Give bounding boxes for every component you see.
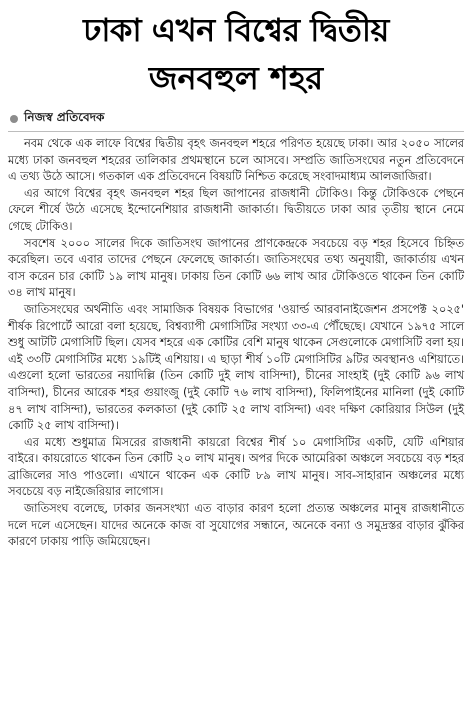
paragraph-4: জাতিসংঘের অর্থনীতি এবং সামাজিক বিষয়ক বিভাগের 'ওয়ার্ল্ড আরবানাইজেশন প্রসপেক্ট ২০২৫' শীর্ষক রিপোর্টে আরো বলা হয়েছে, বিশ্বব্যাপী মেগাসিটির সংখ্যা ৩৩-এ পৌঁছেছে। যেখানে ১৯৭৫ সালে শুধু আটটি মেগাসিটি ছিল। যেসব শহরে এক কোটির বেশি মানুষ থাকেন সেগুলোকে মেগাসিটি বলা হয়। এই ৩৩টি মেগাসিটির মধ্যে ১৯টিই এশিয়ায়। এ ছাড়া শীর্ষ ১০টি মেগাসিটির ৯টির অবস্থানও এশিয়াতে। এগুলো হলো ভারতের নয়াদিল্লি (তিন কোটি দুই লাখ বাসিন্দা), চীনের সাংহাই (দুই কোটি ৯৬ লাখ বাসিন্দা), চীনের আরেক শহর গুয়াংজু (দুই কোটি ৭৬ লাখ বাসিন্দা), ফিলিপাইনের মানিলা (দুই কোটি ৪৭ লাখ বাসিন্দা), ভারতের কলকাতা (দুই কোটি ২৫ লাখ বাসিন্দা) এবং দক্ষিণ কোরিয়ার সিউল (দুই কোটি ২৫ লাখ বাসিন্দা)।: [8, 302, 464, 433]
bullet-icon: [10, 115, 18, 123]
byline-row: [10, 110, 464, 128]
paragraph-5: এর মধ্যে শুধুমাত্র মিসরের রাজধানী কায়রো বিশ্বের শীর্ষ ১০ মেগাসিটির একটি, যেটি এশিয়ার বাইরে। কায়রোতে থাকেন তিন কোটি ২০ লাখ মানুষ। অপর দিকে আমেরিকা অঞ্চলে সবচেয়ে বড় শহর ব্রাজিলের সাও পাওলো। এখানে থাকেন এক কোটি ৮৯ লাখ মানুষ। সাব-সাহারান অঞ্চলের মধ্যে সবচেয়ে বড় নাইজেরিয়ার লাগোস।: [8, 435, 464, 499]
byline: নিজস্ব প্রতিবেদক: [24, 110, 105, 124]
paragraph-2: এর আগে বিশ্বের বৃহৎ জনবহুল শহর ছিল জাপানের রাজধানী টোকিও। কিন্তু টোকিওকে পেছনে ফেলে শীর্ষে উঠে এসেছে ইন্দোনেশিয়ার রাজধানী জাকার্তা। দ্বিতীয়তে ঢাকা আর তৃতীয় স্থানে নেমে গেছে টোকিও।: [8, 186, 464, 233]
paragraph-3: সবশেষ ২০০০ সালের দিকে জাতিসংঘ জাপানের প্রাণকেন্দ্রকে সবচেয়ে বড় শহর হিসেবে চিহ্নিত করেছিল। তবে এবার তাদের পেছনে ফেলেছে জাকার্তা। জাতিসংঘের তথ্য অনুযায়ী, জাকার্তায় এখন বাস করেন চার কোটি ১৯ লাখ মানুষ। ঢাকায় তিন কোটি ৬৬ লাখ আর টোকিওতে থাকেন তিন কোটি ৩৪ লাখ মানুষ।: [8, 236, 464, 300]
headline-line-1: ঢাকা এখন বিশ্বের দ্বিতীয়: [83, 11, 389, 49]
headline-line-2: জনবহুল শহর: [148, 59, 324, 97]
article-body: [8, 136, 464, 551]
headline: [8, 6, 464, 102]
byline-divider: [8, 131, 464, 132]
paragraph-6: জাতিসংঘ বলেছে, ঢাকার জনসংখ্যা এত বাড়ার কারণ হলো প্রত্যন্ত অঞ্চলের মানুষ রাজধানীতে দলে দলে এসেছেন। যাদের অনেকে কাজ বা সুযোগের সন্ধানে, অনেকে বন্যা ও সমুদ্রস্তর বাড়ার ঝুঁকির কারণে ঢাকায় পাড়ি জমিয়েছেন।: [8, 502, 464, 549]
paragraph-1: নবম থেকে এক লাফে বিশ্বের দ্বিতীয় বৃহৎ জনবহুল শহরে পরিণত হয়েছে ঢাকা। আর ২০৫০ সালের মধ্যে ঢাকা জনবহুল শহরের তালিকার প্রথমস্থানে চলে আসবে। সম্প্রতি জাতিসংঘের নতুন প্রতিবেদনে এ তথ্য উঠে আসে। গতকাল এক প্রতিবেদনে বিষয়টি নিশ্চিত করেছে সংবাদমাধ্যম আলজাজিরা।: [8, 137, 464, 184]
